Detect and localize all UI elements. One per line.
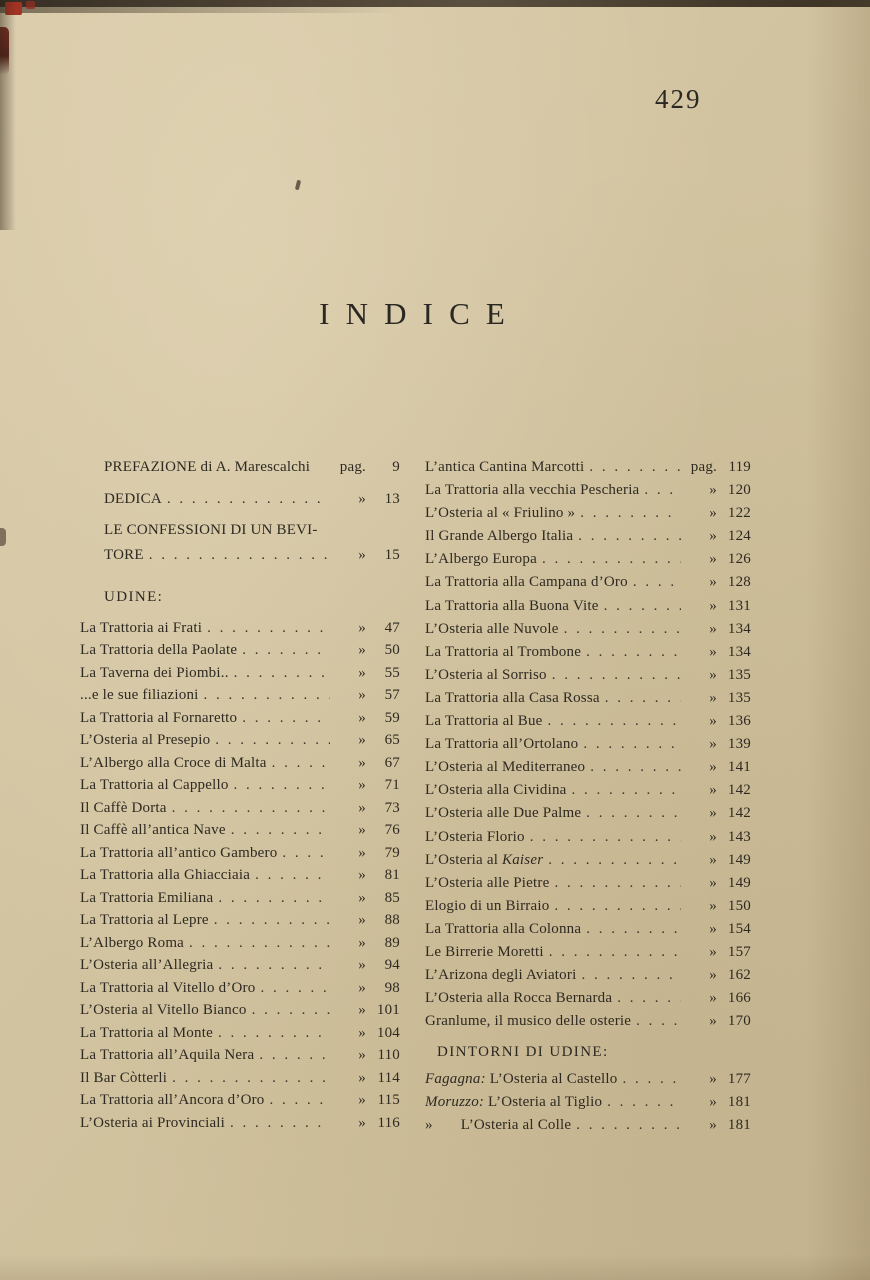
dot-leader	[581, 918, 681, 941]
toc-column-right	[425, 456, 751, 1137]
scan-artifact-bottom-shade	[0, 1254, 870, 1280]
page-ref: »	[358, 777, 366, 793]
toc-entry	[425, 872, 751, 895]
toc-entry	[80, 519, 400, 542]
toc-entry	[425, 895, 751, 918]
scan-artifact-left-spot	[0, 528, 6, 546]
page-ref: »	[709, 920, 717, 937]
dot-leader	[567, 779, 681, 802]
scan-artifact-top-edge-2	[0, 7, 400, 13]
entry-page-number: 71	[384, 777, 400, 793]
entry-page-number: 154	[727, 920, 751, 937]
entry-page-number: 149	[727, 874, 751, 891]
dot-leader	[209, 909, 330, 932]
entry-page-number: 150	[727, 897, 751, 914]
toc-entry	[80, 819, 400, 842]
entry-title: L’Osteria alle Pietre	[425, 874, 550, 891]
toc-entry	[425, 595, 751, 618]
dot-leader	[575, 502, 681, 525]
toc-entry	[425, 641, 751, 664]
page-ref: »	[358, 664, 366, 681]
entry-page-number: 149	[727, 851, 751, 868]
toc-entry	[80, 617, 400, 640]
toc-column-left	[80, 456, 400, 1137]
page-ref: »	[709, 1093, 717, 1110]
entry-title: L’Osteria alla Cividina	[425, 782, 567, 799]
entry-title: La Trattoria al Bue	[425, 713, 543, 730]
entry-title: La Trattoria al Monte	[80, 1024, 213, 1041]
page-ref: »	[709, 828, 717, 845]
dot-leader	[618, 1068, 682, 1091]
scan-artifact-left-shadow	[0, 0, 16, 230]
dot-leader	[202, 617, 330, 640]
page-title: INDICE	[319, 296, 521, 331]
entry-title: LE CONFESSIONI DI UN BEVI-	[104, 522, 318, 538]
entry-title: L’Osteria al Kaiser	[425, 851, 544, 868]
entry-page-number: 142	[727, 782, 751, 799]
entry-title: Il Caffè all’antica Nave	[80, 822, 226, 838]
dot-leader	[199, 684, 330, 707]
dot-leader	[628, 571, 681, 594]
toc-entry	[425, 733, 751, 756]
dot-leader	[544, 941, 681, 964]
entry-title: La Trattoria alla vecchia Pescheria	[425, 482, 640, 499]
toc-entry	[425, 918, 751, 941]
toc-entry	[80, 488, 400, 511]
toc-entry	[425, 1010, 751, 1033]
entry-page-number: 104	[376, 1024, 400, 1041]
entry-title: » L’Osteria al Colle	[425, 1117, 572, 1134]
dot-leader	[167, 1067, 330, 1090]
entry-page-number: 114	[377, 1069, 400, 1086]
entry-page-number: 67	[384, 754, 400, 771]
toc-entry	[80, 797, 400, 820]
page-ref: »	[358, 709, 366, 726]
dot-leader	[543, 849, 681, 872]
entry-title: L’Osteria al Mediterraneo	[425, 759, 586, 776]
dot-leader	[547, 664, 681, 687]
entry-page-number: 101	[376, 1002, 400, 1018]
entry-title: La Trattoria al Trombone	[425, 643, 582, 660]
entry-page-number: 79	[384, 844, 400, 861]
dot-leader	[237, 639, 330, 662]
toc-entry	[425, 1114, 751, 1137]
toc-entry	[425, 826, 751, 849]
page-ref: »	[358, 1047, 366, 1063]
page-ref: »	[358, 1002, 366, 1018]
entry-page-number: 142	[727, 805, 751, 822]
dot-leader	[277, 842, 330, 865]
entry-page-number: 124	[727, 528, 751, 545]
toc-entry	[425, 618, 751, 641]
entry-page-number: 141	[727, 759, 751, 776]
entry-title: La Trattoria al Cappello	[80, 777, 229, 793]
dot-leader	[144, 544, 330, 567]
entry-page-number: 13	[384, 490, 400, 507]
page-ref: »	[709, 713, 717, 730]
entry-title: La Trattoria all’Ancora d’Oro	[80, 1092, 265, 1108]
toc-entry	[80, 1089, 400, 1112]
entry-title: L’Osteria al Vitello Bianco	[80, 1002, 247, 1018]
page-ref: »	[358, 867, 366, 883]
page-ref: »	[709, 874, 717, 891]
dot-leader	[210, 729, 330, 752]
page-ref: »	[358, 912, 366, 928]
dot-leader	[237, 707, 330, 730]
toc-entry	[425, 802, 751, 825]
dot-leader	[599, 595, 681, 618]
entry-title: L’antica Cantina Marcotti	[425, 459, 585, 475]
dot-leader	[571, 1114, 681, 1137]
dot-leader	[213, 887, 330, 910]
section-heading: DINTORNI DI UDINE:	[437, 1044, 609, 1061]
entry-page-number: 89	[384, 934, 400, 951]
entry-page-number: 50	[384, 642, 400, 658]
page-ref: »	[358, 687, 366, 703]
toc-entry	[80, 662, 400, 685]
dot-leader	[525, 826, 681, 849]
page-ref: »	[358, 1024, 366, 1041]
page-ref: »	[709, 967, 717, 984]
page-ref: »	[709, 805, 717, 822]
dot-leader	[247, 999, 330, 1022]
dot-leader	[612, 987, 681, 1010]
entry-title: La Trattoria Emiliana	[80, 889, 214, 906]
entry-title: Il Grande Albergo Italia	[425, 528, 574, 545]
page-ref: »	[358, 844, 366, 861]
entry-page-number: 76	[384, 822, 400, 838]
entry-page-number: 81	[384, 867, 400, 883]
entry-page-number: 122	[727, 505, 751, 522]
toc-entry	[80, 1112, 400, 1135]
page-ref: »	[709, 643, 717, 660]
toc-entry	[80, 684, 400, 707]
toc-entry	[80, 639, 400, 662]
entry-page-number: 136	[727, 713, 751, 730]
entry-title: PREFAZIONE di A. Marescalchi	[104, 459, 311, 475]
page-ref: »	[709, 1070, 717, 1087]
entry-title: L’Osteria al Sorriso	[425, 666, 547, 683]
toc-entry	[80, 887, 400, 910]
toc-entry	[425, 479, 751, 502]
scan-artifact-ink-speck	[295, 180, 301, 191]
page-ref: »	[709, 620, 717, 637]
toc-entry	[425, 710, 751, 733]
entry-title: La Trattoria della Paolate	[80, 642, 238, 658]
entry-page-number: 128	[727, 574, 751, 591]
toc-entry	[80, 999, 400, 1022]
scan-artifact-red-smear	[0, 27, 9, 75]
dot-leader	[162, 488, 330, 511]
entry-page-number: 177	[727, 1070, 751, 1087]
entry-page-number: 134	[727, 620, 751, 637]
entry-page-number: 85	[384, 889, 400, 906]
page-ref: »	[709, 736, 717, 753]
entry-title: L’Osteria alla Rocca Bernarda	[425, 990, 613, 1007]
entry-page-number: 135	[727, 689, 751, 706]
page-number: 429	[655, 84, 702, 114]
entry-page-number: 134	[727, 643, 751, 660]
entry-page-number: 55	[384, 664, 400, 681]
entry-title: L’Osteria Florio	[425, 828, 525, 845]
page-ref: »	[709, 666, 717, 683]
section-heading: UDINE:	[104, 589, 164, 605]
entry-page-number: 116	[377, 1114, 400, 1131]
entry-title: L’Osteria alle Nuvole	[425, 620, 559, 637]
dot-leader	[267, 752, 330, 775]
entry-page-number: 131	[727, 597, 751, 614]
toc-entry	[80, 1022, 400, 1045]
dot-leader	[584, 456, 681, 479]
entry-page-number: 88	[384, 912, 400, 928]
toc-entry	[80, 842, 400, 865]
dot-leader	[549, 895, 681, 918]
entry-page-number: 120	[727, 482, 751, 499]
entry-page-number: 170	[727, 1013, 751, 1030]
toc-entry	[425, 502, 751, 525]
entry-title: L’Arizona degli Aviatori	[425, 967, 577, 984]
entry-page-number: 65	[384, 732, 400, 748]
page-ref: »	[358, 490, 366, 507]
page-ref: »	[709, 782, 717, 799]
page-ref: »	[358, 889, 366, 906]
toc-entry	[425, 779, 751, 802]
entry-title: Moruzzo: L’Osteria al Tiglio	[425, 1093, 603, 1110]
table-of-contents	[80, 450, 751, 1137]
toc-entry	[80, 729, 400, 752]
page-ref: »	[709, 574, 717, 591]
toc-entry	[80, 544, 400, 567]
toc-entry	[80, 707, 400, 730]
dot-leader	[213, 1022, 330, 1045]
entry-title: La Trattoria all’Aquila Nera	[80, 1047, 255, 1063]
entry-page-number: 181	[727, 1093, 751, 1110]
page-ref: »	[709, 482, 717, 499]
toc-entry	[425, 987, 751, 1010]
entry-page-number: 135	[727, 666, 751, 683]
page-ref: »	[709, 551, 717, 568]
page-ref: »	[358, 546, 366, 563]
toc-entry	[80, 1044, 400, 1067]
toc-entry	[80, 954, 400, 977]
toc-entry	[80, 752, 400, 775]
page-ref: »	[358, 822, 366, 838]
entry-page-number: 119	[728, 459, 751, 475]
dot-leader	[573, 525, 681, 548]
page-ref: »	[709, 689, 717, 706]
toc-entry	[425, 571, 751, 594]
page-ref: »	[358, 957, 366, 973]
toc-entry	[425, 941, 751, 964]
dot-leader	[581, 641, 681, 664]
page-ref: »	[358, 934, 366, 951]
entry-title: ...e le sue filiazioni	[80, 687, 199, 703]
entry-page-number: 57	[384, 687, 400, 703]
entry-page-number: 139	[727, 736, 751, 753]
toc-entry	[425, 964, 751, 987]
entry-page-number: 143	[727, 828, 751, 845]
page-ref: »	[709, 990, 717, 1007]
scan-artifact-red-mark-2	[26, 1, 35, 9]
entry-page-number: 162	[727, 967, 751, 984]
toc-entry	[425, 849, 751, 872]
dot-leader	[229, 774, 330, 797]
dot-leader	[581, 802, 681, 825]
entry-page-number: 110	[377, 1047, 400, 1063]
scan-artifact-top-edge	[0, 0, 870, 7]
toc-entry	[425, 664, 751, 687]
entry-title: L’Osteria al « Friulino »	[425, 505, 576, 522]
toc-entry	[425, 456, 751, 479]
dot-leader	[229, 662, 330, 685]
entry-page-number: 126	[727, 551, 751, 568]
entry-title: DEDICA	[104, 490, 162, 507]
dot-leader	[254, 1044, 330, 1067]
entry-title: La Trattoria all’Ortolano	[425, 736, 579, 753]
entry-page-number: 115	[377, 1092, 400, 1108]
page-ref: »	[709, 897, 717, 914]
scan-artifact-right-shade	[806, 0, 870, 1280]
page-ref: pag.	[690, 459, 717, 475]
entry-page-number: 73	[384, 799, 400, 816]
page-ref: »	[358, 619, 366, 636]
toc-entry	[80, 774, 400, 797]
entry-title: Le Birrerie Moretti	[425, 943, 544, 960]
dot-leader	[184, 932, 330, 955]
entry-title: La Trattoria alla Ghiacciaia	[80, 867, 251, 883]
entry-title: L’Osteria al Presepio	[80, 732, 211, 748]
page-ref: »	[358, 754, 366, 771]
dot-leader	[576, 964, 681, 987]
toc-entry	[80, 1067, 400, 1090]
scan-artifact-red-mark	[5, 2, 22, 15]
entry-title: La Trattoria alla Buona Vite	[425, 597, 599, 614]
entry-page-number: 181	[727, 1117, 751, 1134]
entry-title: L’Albergo Roma	[80, 934, 185, 951]
entry-title: Il Bar Còtterli	[80, 1069, 168, 1086]
entry-page-number: 166	[727, 990, 751, 1007]
dot-leader	[585, 756, 681, 779]
page-ref: »	[709, 528, 717, 545]
toc-entry	[425, 1091, 751, 1114]
page-ref: »	[358, 1114, 366, 1131]
toc-entry	[425, 756, 751, 779]
entry-page-number: 157	[727, 943, 751, 960]
entry-title: L’Osteria alle Due Palme	[425, 805, 582, 822]
page-ref: »	[358, 979, 366, 996]
page-ref: »	[358, 642, 366, 658]
dot-leader	[578, 733, 681, 756]
entry-title: Elogio di un Birraio	[425, 897, 550, 914]
dot-leader	[559, 618, 681, 641]
toc-entry	[80, 456, 400, 479]
entry-title: L’Osteria ai Provinciali	[80, 1114, 226, 1131]
entry-title: La Trattoria alla Casa Rossa	[425, 689, 600, 706]
dot-leader	[537, 548, 681, 571]
dot-leader	[226, 819, 330, 842]
page-ref: »	[709, 505, 717, 522]
toc-entry	[80, 864, 400, 887]
dot-leader	[225, 1112, 330, 1135]
entry-title: La Taverna dei Piombi..	[80, 664, 229, 681]
entry-title: La Trattoria all’antico Gambero	[80, 844, 278, 861]
dot-leader	[543, 710, 681, 733]
toc-entry	[80, 932, 400, 955]
page-ref: pag.	[339, 459, 366, 475]
page-ref: »	[358, 1092, 366, 1108]
dot-leader	[167, 797, 330, 820]
dot-leader	[600, 687, 681, 710]
entry-page-number: 9	[392, 459, 400, 475]
toc-entry	[425, 525, 751, 548]
entry-page-number: 47	[384, 619, 400, 636]
entry-page-number: 59	[384, 709, 400, 726]
page-ref: »	[358, 1069, 366, 1086]
entry-title: La Trattoria al Lepre	[80, 912, 209, 928]
page-ref: »	[358, 732, 366, 748]
entry-page-number: 98	[384, 979, 400, 996]
toc-entry	[425, 687, 751, 710]
page-ref: »	[709, 943, 717, 960]
dot-leader	[250, 864, 330, 887]
dot-leader	[549, 872, 681, 895]
toc-entry	[80, 909, 400, 932]
entry-title: Fagagna: L’Osteria al Castello	[425, 1070, 618, 1087]
toc-entry	[425, 1068, 751, 1091]
page-ref: »	[709, 597, 717, 614]
entry-title: La Trattoria alla Colonna	[425, 920, 582, 937]
page-ref: »	[358, 799, 366, 816]
entry-title: L’Albergo alla Croce di Malta	[80, 754, 267, 771]
dot-leader	[602, 1091, 681, 1114]
dot-leader	[255, 977, 330, 1000]
entry-title: La Trattoria al Vitello d’Oro	[80, 979, 256, 996]
entry-title: L’Osteria all’Allegria	[80, 957, 214, 973]
dot-leader	[631, 1010, 681, 1033]
entry-page-number: 15	[384, 546, 400, 563]
dot-leader	[213, 954, 330, 977]
entry-title: Granlume, il musico delle osterie	[425, 1013, 632, 1030]
entry-title: La Trattoria alla Campana d’Oro	[425, 574, 628, 591]
toc-entry	[80, 977, 400, 1000]
entry-title: Il Caffè Dorta	[80, 799, 167, 816]
entry-title: La Trattoria al Fornaretto	[80, 709, 238, 726]
page-ref: »	[709, 1013, 717, 1030]
entry-page-number: 94	[384, 957, 400, 973]
entry-title: L’Albergo Europa	[425, 551, 537, 568]
page-ref: »	[709, 1117, 717, 1134]
toc-entry	[425, 548, 751, 571]
entry-title: TORE	[104, 546, 144, 563]
dot-leader	[265, 1089, 331, 1112]
page-ref: »	[709, 851, 717, 868]
page-ref: »	[709, 759, 717, 776]
entry-title: La Trattoria ai Frati	[80, 619, 203, 636]
dot-leader	[639, 479, 681, 502]
